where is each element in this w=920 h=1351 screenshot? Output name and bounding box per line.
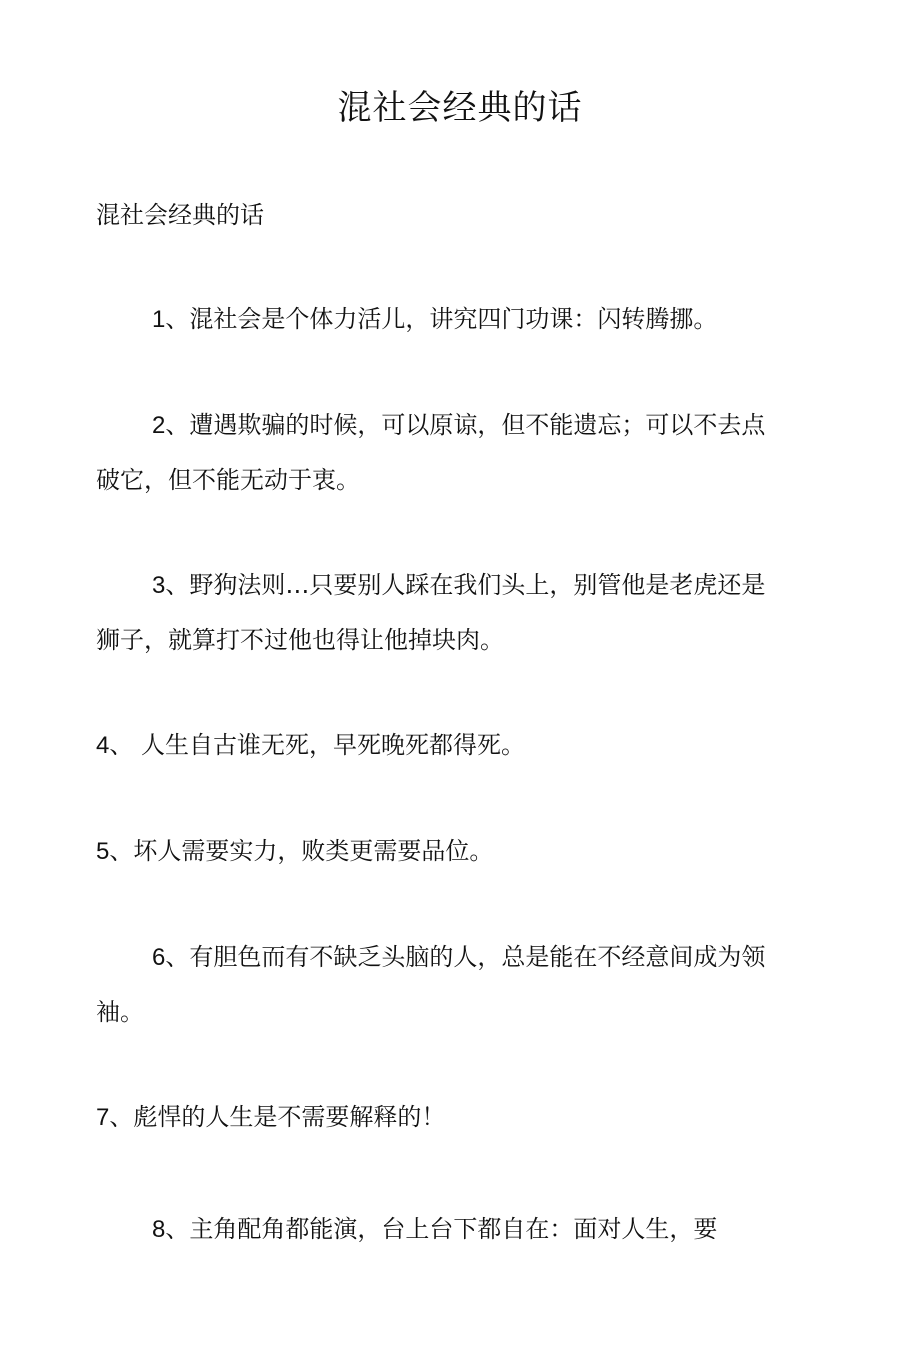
paragraph-text: 、 人生自古谁无死，早死晚死都得死。: [109, 731, 525, 759]
document-subtitle: 混社会经典的话: [96, 201, 264, 229]
paragraph-8: [96, 1202, 766, 1257]
paragraph-text: 、主角配角都能演，台上台下都自在：面对人生，要: [165, 1215, 718, 1243]
paragraph-5: [96, 824, 766, 879]
paragraph-number: 3: [152, 572, 166, 599]
paragraph-number: 5: [96, 838, 110, 865]
paragraph-number: 2: [152, 412, 166, 439]
paragraph-number: 4: [96, 732, 110, 759]
paragraph-number: 7: [96, 1104, 110, 1131]
document-title: 混社会经典的话: [337, 88, 583, 128]
paragraph-2: [96, 398, 766, 508]
paragraph-text: 、野狗法则…只要别人踩在我们头上，别管他是老虎还是狮子，就算打不过他也得让他掉块肉。: [96, 571, 766, 654]
paragraph-number: 1: [152, 306, 166, 333]
paragraph-text: 、混社会是个体力活儿，讲究四门功课：闪转腾挪。: [165, 305, 718, 333]
paragraph-text: 、遭遇欺骗的时候，可以原谅，但不能遗忘；可以不去点破它，但不能无动于衷。: [96, 411, 766, 494]
paragraph-text: 、彪悍的人生是不需要解释的！: [109, 1103, 446, 1131]
paragraph-number: 6: [152, 944, 166, 971]
paragraph-number: 8: [152, 1216, 166, 1243]
paragraph-6: [96, 930, 766, 1040]
paragraph-text: 、坏人需要实力，败类更需要品位。: [109, 837, 494, 865]
paragraph-7: [96, 1090, 766, 1145]
paragraph-1: [96, 292, 766, 347]
paragraph-4: [96, 718, 766, 773]
paragraph-3: [96, 558, 766, 668]
paragraph-text: 、有胆色而有不缺乏头脑的人，总是能在不经意间成为领袖。: [96, 943, 766, 1026]
